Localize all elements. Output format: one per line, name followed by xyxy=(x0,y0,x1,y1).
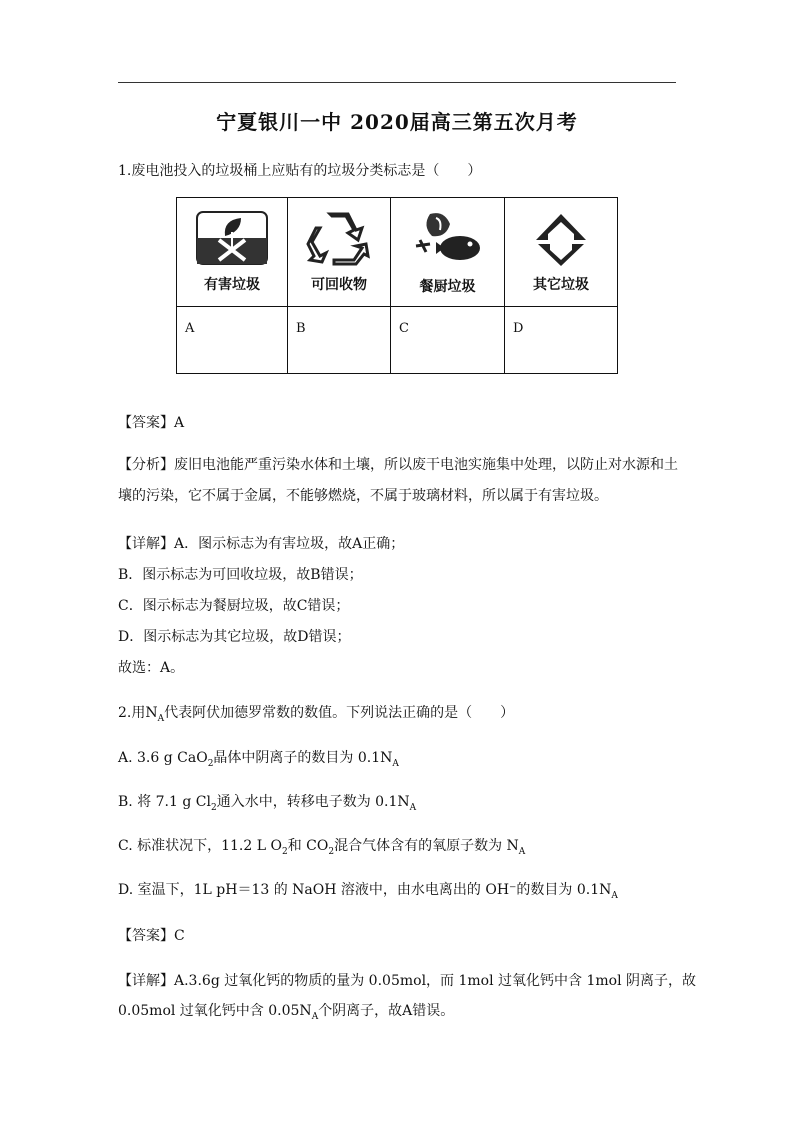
option-d: D xyxy=(505,307,618,374)
q1-detail-1: 【详解】A．图示标志为有害垃圾，故A正确； xyxy=(118,536,405,552)
header-rule xyxy=(118,82,676,83)
option-c: C xyxy=(391,307,505,374)
page-title: 宁夏银川一中 2020届高三第五次月考 xyxy=(216,110,578,134)
kitchen-waste-icon xyxy=(410,208,486,268)
other-waste-icon xyxy=(530,210,592,266)
q1-analysis: 【分析】废旧电池能严重污染水体和土壤，所以废干电池实施集中处理，以防止对水源和土壤的污染，它不属于金属，不能够燃烧，不属于玻璃材料，所以属于有害垃圾。 xyxy=(118,457,678,504)
sign-label-d: 其它垃圾 xyxy=(533,277,589,293)
sign-cell-c xyxy=(391,198,505,307)
sign-label-b: 可回收物 xyxy=(311,277,367,293)
sign-cell-b xyxy=(288,198,391,307)
sign-label-a: 有害垃圾 xyxy=(204,277,260,293)
sign-cell-d xyxy=(505,198,618,307)
option-a: A xyxy=(177,307,288,374)
q1-conclusion: 故选：A。 xyxy=(118,660,185,676)
sign-cell-a xyxy=(177,198,288,307)
q2-option-b: B. 将 7.1 g $Cl_2$通入水中，转移电子数为 $0.1N_A$ xyxy=(118,794,417,813)
q1-stem: 1.废电池投入的垃圾桶上应贴有的垃圾分类标志是（ ） xyxy=(118,163,482,179)
q1-detail-2: B．图示标志为可回收垃圾，故B错误； xyxy=(118,567,363,583)
hazardous-waste-icon xyxy=(195,210,269,266)
sign-label-c: 餐厨垃圾 xyxy=(419,279,476,295)
q1-detail-4: D．图示标志为其它垃圾，故D错误； xyxy=(118,629,351,645)
q2-detail-2: 0.05mol 过氧化钙中含 $0.05N_A$个阴离子，故A错误。 xyxy=(118,1003,455,1022)
q1-answer: 【答案】A xyxy=(118,415,185,431)
q2-option-a: A. 3.6 g CaO$_2$晶体中阴离子的数目为 $0.1N_A$ xyxy=(118,750,399,769)
q2-option-d: D. 室温下，1L pH＝13 的 NaOH 溶液中，由水电离出的 OH⁻的数目为 $0.1N_A$ xyxy=(118,882,618,901)
q2-stem: 2.用$N_A$代表阿伏加德罗常数的数值。下列说法正确的是（ ） xyxy=(118,705,515,724)
q2-answer: 【答案】C xyxy=(118,928,185,944)
q2-detail-1: 【详解】A.3.6g 过氧化钙的物质的量为 0.05mol，而 1mol 过氧化钙中含 1mol 阴离子，故 xyxy=(118,973,697,989)
q1-detail-3: C．图示标志为餐厨垃圾，故C错误； xyxy=(118,598,350,614)
q2-option-c: C. 标准状况下，11.2 L $O_2$和 $CO_2$混合气体含有的氧原子数为 $N_A$ xyxy=(118,838,526,857)
waste-sign-table xyxy=(176,197,618,374)
option-b: B xyxy=(288,307,391,374)
recycle-icon xyxy=(306,210,372,266)
